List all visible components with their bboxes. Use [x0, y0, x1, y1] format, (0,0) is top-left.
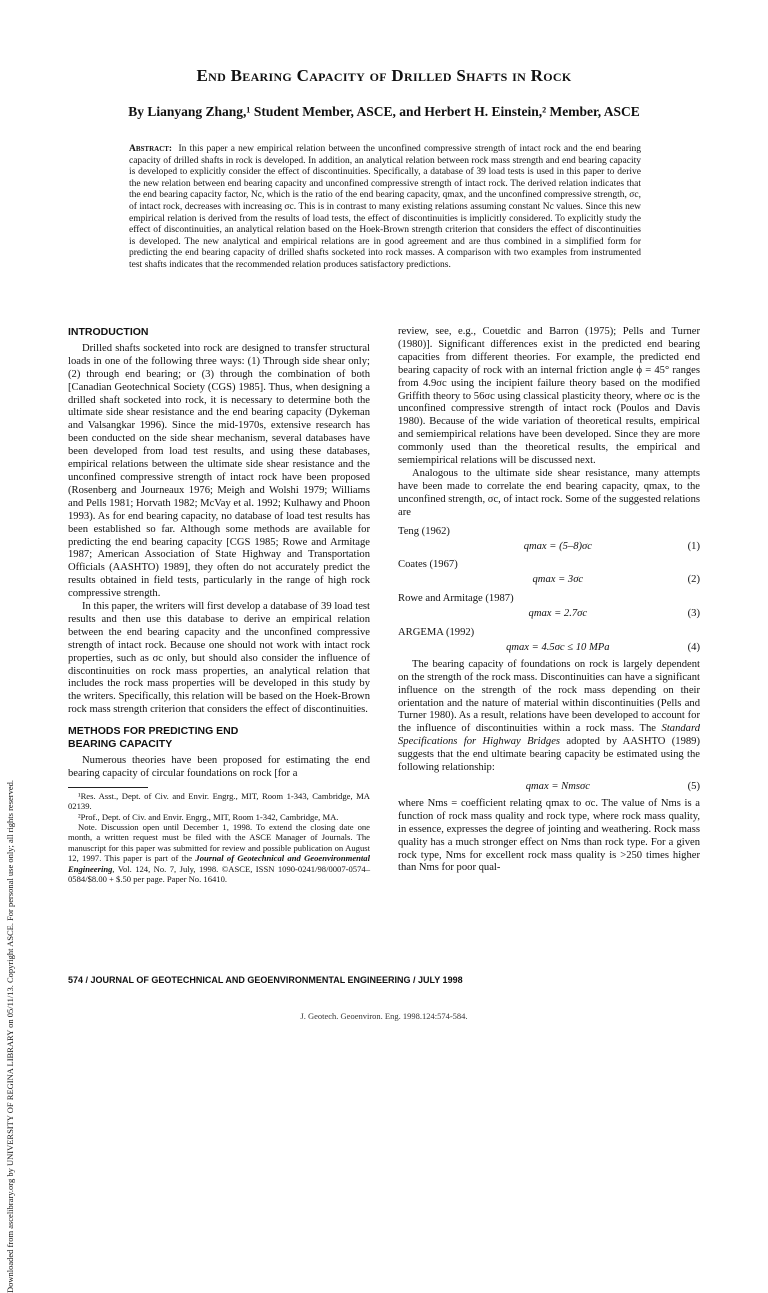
equation-5-formula: qmax = Nmsσc [525, 781, 590, 792]
equation-2-number: (2) [687, 574, 700, 586]
citation-line: J. Geotech. Geoenviron. Eng. 1998.124:574-584. [300, 1011, 468, 1021]
equation-2-formula: qmax = 3σc [532, 574, 584, 586]
intro-paragraph-1: Drilled shafts socketed into rock are designed to transfer structural loads in one of the following three ways: (1) Through side shear only; (2) through end bearing; or (3) through the combination of both [Canadian Geotechnical Society (CGS) 1985]. Thus, when designing a drilled shaft socketed into rock, it is necessary to determine both the ultimate side shear resistance and the end bearing capacity (Dykeman and Valsangkar 1996). Since the mid-1970s, extensive research has been conducted on the side shear mechanism, several databases have been developed from load test results, and using these databases, empirical relations between the ultimate side shear resistance and the unconfined compressive strength of intact rock have been proposed (Rosenberg and Journeaux 1976; Meigh and Wolshi 1979; Williams and Pells 1981; Horvath 1982; McVay et al. 1992; Kulhawy and Phoon 1993). As for end bearing capacity, no database of load test results has been established so far. Although some methods are available for predicting the end bearing capacity [CGS 1985; Rowe and Armitage 1987; American Association of State Highway and Transportation Officials (AASHTO) 1989], they often do not accurately predict the results obtained in field tests, particularly in the range of high rock compressive strength. [68, 342, 370, 600]
equation-2 [398, 574, 700, 587]
intro-paragraph-2: In this paper, the writers will first develop a database of 39 load test results and then use this database to derive an empirical relation between the end bearing capacity and the unconfined compressive strength of intact rock. Because one should not work with intact rock properties, such as σc only, but should also consider the influence of discontinuities on rock mass properties, an analytical relation that includes the rock mass properties will be developed in this study by the writers. Specifically, this relation will be based on the Hoek-Brown rock mass strength criterion that considers the effect of discontinuities. [68, 601, 370, 716]
methods-paragraph-1: Numerous theories have been proposed for estimating the end bearing capacity of circular foundations on rock [for a [68, 755, 370, 779]
standard-specs-title: Standard Specifications for Highway Bridges [398, 723, 700, 748]
right-paragraph-1: review, see, e.g., Couetdic and Barron (1975); Pells and Turner (1980)]. Significant differences exist in the predicted end bearing capacities from different theories. For example, the predicted end bearing capacity of rock with an internal friction angle ϕ = 45° ranges from 4.9σc using the incipient failure theory based on the modified Griffith theory to 56σc using classical plasticity theory, where σc is the unconfined compressive strength of intact rock (Poulos and Davis 1980). Because of the wide variation of theoretical results, empirical and semiempirical relations have been developed. Since they are more commonly used than the theoretical results, the empirical and semiempirical relations will be discussed next. [398, 326, 700, 467]
right-paragraph-3-a: The bearing capacity of foundations on rock is largely dependent on the strength of the rock mass. Discontinuities can have a significant influence on the strength of the rock mass depending on their orientation and the nature of material within discontinuities (Pells and Turner 1980). As a result, relations have been developed to account for the influence of discontinuities within a rock mass. The [398, 658, 700, 735]
methods-heading-line-1: METHODS FOR PREDICTING END [68, 725, 239, 738]
authors-line: By Lianyang Zhang,¹ Student Member, ASCE, and Herbert H. Einstein,² Member, ASCE [128, 104, 640, 119]
equation-3-formula: qmax = 2.7σc [528, 608, 588, 620]
right-paragraph-2: Analogous to the ultimate side shear resistance, many attempts have been made to correlate the end bearing capacity, qmax, to the unconfined strength, σc, of intact rock. Some of the suggested relations are [398, 467, 700, 518]
methods-heading-line-2: BEARING CAPACITY [68, 738, 173, 751]
equation-4-number: (4) [687, 641, 700, 653]
abstract [129, 144, 641, 272]
equation-1 [398, 541, 700, 554]
paper-title: End Bearing Capacity of Drilled Shafts in Rock [196, 66, 572, 85]
page-footer: 574 / JOURNAL OF GEOTECHNICAL AND GEOENVIRONMENTAL ENGINEERING / JULY 1998 [68, 975, 463, 985]
equation-5-number: (5) [687, 781, 700, 792]
eq1-source: Teng (1962) [398, 525, 450, 537]
equation-3-number: (3) [687, 608, 700, 620]
introduction-heading: INTRODUCTION [68, 326, 149, 338]
footnote-note-text-a: Note. Discussion open until December 1, 1998. To extend the closing date one month, a written request must be filed with the ASCE Manager of Journals. The manuscript for this paper was submitted for review and possible publication on August 12, 1997. This paper is part of the [68, 822, 370, 864]
abstract-label: Abstract: [129, 144, 173, 154]
download-notice [2, 200, 16, 1293]
equation-1-formula: qmax = (5–8)σc [523, 540, 592, 552]
footnote-2: ²Prof., Dept. of Civ. and Envir. Engrg., MIT, Room 1-342, Cambridge, MA. [78, 811, 339, 822]
right-column [398, 326, 700, 875]
left-column [68, 326, 370, 884]
footnote-1: ¹Res. Asst., Dept. of Civ. and Envir. Engrg., MIT, Room 1-343, Cambridge, MA 02139. [68, 790, 370, 812]
eq4-source: ARGEMA (1992) [398, 627, 475, 639]
footnote-note-text-b: , Vol. 124, No. 7, July, 1998. ©ASCE, ISSN 1090-0241/98/0007-0574–0584/$8.00 + $.50 per page. Paper No. 16410. [68, 863, 370, 885]
right-paragraph-3-b: adopted by AASHTO (1989) suggests that the end ultimate bearing capacity be estimated using the following relationship: [398, 736, 700, 774]
right-paragraph-4: where Nms = coefficient relating qmax to σc. The value of Nms is a function of rock mass quality and rock type, where rock mass quality, in essence, expresses the degree of jointing and weathering. Rock mass quality has a much stronger effect on Nms than rock type. For a given rock type, Nms for excellent rock mass quality is >250 times higher than Nms for poor qual- [398, 797, 700, 874]
footnote-divider [68, 787, 148, 788]
journal-name: Journal of Geotechnical and Geoenvironmental Engineering [68, 853, 370, 874]
methods-heading [68, 725, 370, 751]
eq3-source: Rowe and Armitage (1987) [398, 593, 514, 605]
equation-4 [398, 642, 700, 655]
eq2-source: Coates (1967) [398, 559, 458, 571]
footnote-note [68, 822, 370, 884]
equation-1-number: (1) [687, 540, 700, 552]
abstract-text: In this paper a new empirical relation between the unconfined compressive strength of intact rock and the end bearing capacity of drilled shafts in rock is developed. In addition, an analytical relation between rock mass strength and end bearing capacity is developed to explicitly consider the effect of discontinuities. Specifically, a database of 39 load tests is used in this paper to derive the new relation between end bearing capacity and unconfined compressive strength of intact rock. The derived relation indicates that the end bearing capacity factor, Nc, which is the ratio of the end bearing capacity, qmax, and the unconfined compressive strength, σc, of intact rock, decreases with increasing σc. This is in contrast to many existing relations assuming constant Nc values. Since this new empirical relation is derived from the results of load tests, the effect of discontinuities is implicitly considered. To explicitly study the effect of discontinuities, an analytical relation based on the Hoek-Brown strength criterion that considers the effect of discontinuities is developed. The new analytical and empirical relations are in good agreement and are thus combined in a simplified form for predicting the end bearing capacity of drilled shafts socketed into rock masses. A comparison with two examples from instrumented test shafts indicates that the recommended relation produces satisfactory predictions. [129, 144, 641, 270]
equation-4-formula: qmax = 4.5σc ≤ 10 MPa [506, 641, 610, 653]
equation-5 [398, 781, 700, 794]
equation-3 [398, 608, 700, 621]
download-notice-text: Downloaded from ascelibrary.org by UNIVERSITY OF REGINA LIBRARY on 05/11/13. Copyright ASCE. For personal use only; all rights reserved. [5, 780, 15, 1293]
right-paragraph-3 [398, 659, 700, 775]
